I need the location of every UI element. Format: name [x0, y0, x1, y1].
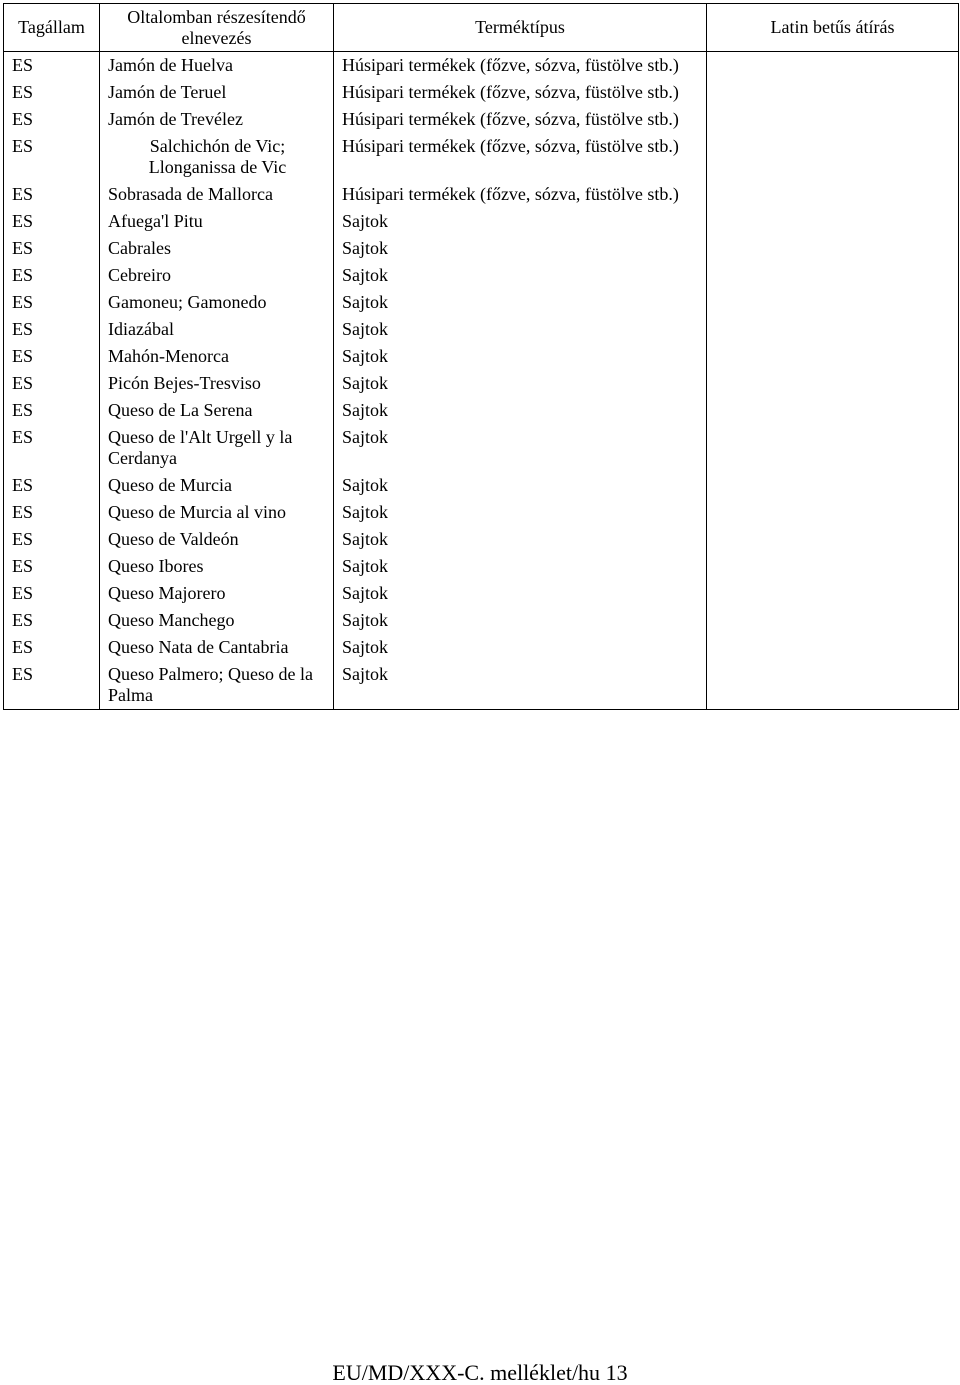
cell-latin-transcription — [707, 553, 959, 580]
cell-member-state: ES — [4, 208, 100, 235]
cell-latin-transcription — [707, 106, 959, 133]
cell-latin-transcription — [707, 607, 959, 634]
table-row — [4, 106, 959, 133]
cell-member-state: ES — [4, 106, 100, 133]
cell-protected-name: Picón Bejes-Tresviso — [100, 370, 334, 397]
cell-protected-name: Jamón de Trevélez — [100, 106, 334, 133]
table-row — [4, 607, 959, 634]
cell-product-type: Sajtok — [334, 526, 707, 553]
table-row — [4, 553, 959, 580]
cell-member-state: ES — [4, 370, 100, 397]
cell-product-type: Sajtok — [334, 580, 707, 607]
cell-protected-name: Afuega'l Pitu — [100, 208, 334, 235]
cell-protected-name: Queso de La Serena — [100, 397, 334, 424]
cell-latin-transcription — [707, 499, 959, 526]
cell-latin-transcription — [707, 343, 959, 370]
cell-protected-name: Queso Manchego — [100, 607, 334, 634]
cell-product-type: Sajtok — [334, 634, 707, 661]
table-row — [4, 499, 959, 526]
page-footer — [0, 1361, 960, 1385]
cell-product-type: Húsipari termékek (főzve, sózva, füstölve stb.) — [334, 106, 707, 133]
cell-member-state: ES — [4, 607, 100, 634]
cell-product-type: Sajtok — [334, 397, 707, 424]
cell-latin-transcription — [707, 370, 959, 397]
cell-latin-transcription — [707, 181, 959, 208]
footer-reference: EU/MD/XXX-C. melléklet/hu — [332, 1360, 601, 1385]
cell-member-state: ES — [4, 634, 100, 661]
table-header-row — [4, 4, 959, 52]
table-row — [4, 526, 959, 553]
cell-protected-name: Queso de l'Alt Urgell y la Cerdanya — [100, 424, 334, 472]
table-row — [4, 208, 959, 235]
cell-protected-name: Queso de Murcia al vino — [100, 499, 334, 526]
header-latin-transcription: Latin betűs átírás — [707, 4, 959, 52]
table-row — [4, 634, 959, 661]
cell-product-type: Sajtok — [334, 289, 707, 316]
cell-protected-name: Queso de Murcia — [100, 472, 334, 499]
cell-product-type: Sajtok — [334, 343, 707, 370]
cell-member-state: ES — [4, 661, 100, 710]
cell-protected-name: Jamón de Teruel — [100, 79, 334, 106]
cell-protected-name: Salchichón de Vic; Llonganissa de Vic — [100, 133, 334, 181]
table-row — [4, 316, 959, 343]
cell-member-state: ES — [4, 262, 100, 289]
cell-product-type: Sajtok — [334, 424, 707, 472]
cell-member-state: ES — [4, 580, 100, 607]
table-row — [4, 343, 959, 370]
cell-latin-transcription — [707, 289, 959, 316]
cell-protected-name: Gamoneu; Gamonedo — [100, 289, 334, 316]
cell-protected-name: Queso Palmero; Queso de la Palma — [100, 661, 334, 710]
table-row — [4, 580, 959, 607]
cell-product-type: Húsipari termékek (főzve, sózva, füstölve stb.) — [334, 181, 707, 208]
table-row — [4, 661, 959, 710]
cell-protected-name: Queso de Valdeón — [100, 526, 334, 553]
table-row — [4, 424, 959, 472]
table-row — [4, 235, 959, 262]
cell-product-type: Húsipari termékek (főzve, sózva, füstölve stb.) — [334, 52, 707, 80]
cell-latin-transcription — [707, 397, 959, 424]
cell-latin-transcription — [707, 208, 959, 235]
table-row — [4, 262, 959, 289]
cell-member-state: ES — [4, 343, 100, 370]
cell-member-state: ES — [4, 472, 100, 499]
table-row — [4, 472, 959, 499]
cell-member-state: ES — [4, 397, 100, 424]
cell-latin-transcription — [707, 526, 959, 553]
cell-latin-transcription — [707, 472, 959, 499]
table-row — [4, 370, 959, 397]
cell-product-type: Sajtok — [334, 472, 707, 499]
cell-member-state: ES — [4, 424, 100, 472]
cell-latin-transcription — [707, 79, 959, 106]
cell-latin-transcription — [707, 424, 959, 472]
cell-protected-name: Idiazábal — [100, 316, 334, 343]
cell-protected-name: Jamón de Huelva — [100, 52, 334, 80]
header-protected-name: Oltalomban részesítendő elnevezés — [100, 4, 334, 52]
cell-product-type: Sajtok — [334, 661, 707, 710]
cell-latin-transcription — [707, 262, 959, 289]
cell-product-type: Sajtok — [334, 370, 707, 397]
footer-page-number: 13 — [605, 1360, 628, 1385]
cell-product-type: Sajtok — [334, 208, 707, 235]
cell-latin-transcription — [707, 52, 959, 80]
cell-protected-name: Queso Nata de Cantabria — [100, 634, 334, 661]
cell-protected-name: Queso Majorero — [100, 580, 334, 607]
cell-product-type: Sajtok — [334, 607, 707, 634]
table-row — [4, 289, 959, 316]
header-product-type: Terméktípus — [334, 4, 707, 52]
cell-product-type: Sajtok — [334, 235, 707, 262]
cell-member-state: ES — [4, 52, 100, 80]
cell-member-state: ES — [4, 499, 100, 526]
cell-member-state: ES — [4, 133, 100, 181]
table-row — [4, 52, 959, 80]
cell-latin-transcription — [707, 634, 959, 661]
cell-member-state: ES — [4, 316, 100, 343]
cell-protected-name: Sobrasada de Mallorca — [100, 181, 334, 208]
table-body — [4, 52, 959, 710]
cell-protected-name: Queso Ibores — [100, 553, 334, 580]
table-row — [4, 397, 959, 424]
cell-protected-name: Cebreiro — [100, 262, 334, 289]
cell-member-state: ES — [4, 526, 100, 553]
cell-protected-name: Mahón-Menorca — [100, 343, 334, 370]
cell-latin-transcription — [707, 235, 959, 262]
cell-latin-transcription — [707, 133, 959, 181]
table-row — [4, 79, 959, 106]
table-row — [4, 133, 959, 181]
header-member-state: Tagállam — [4, 4, 100, 52]
cell-latin-transcription — [707, 580, 959, 607]
cell-member-state: ES — [4, 79, 100, 106]
cell-product-type: Sajtok — [334, 499, 707, 526]
cell-latin-transcription — [707, 661, 959, 710]
cell-product-type: Húsipari termékek (főzve, sózva, füstölve stb.) — [334, 133, 707, 181]
cell-product-type: Sajtok — [334, 553, 707, 580]
cell-latin-transcription — [707, 316, 959, 343]
cell-member-state: ES — [4, 553, 100, 580]
cell-product-type: Húsipari termékek (főzve, sózva, füstölve stb.) — [334, 79, 707, 106]
cell-member-state: ES — [4, 181, 100, 208]
cell-member-state: ES — [4, 289, 100, 316]
cell-product-type: Sajtok — [334, 262, 707, 289]
cell-protected-name: Cabrales — [100, 235, 334, 262]
cell-member-state: ES — [4, 235, 100, 262]
geographical-indications-table — [3, 3, 959, 710]
table-row — [4, 181, 959, 208]
cell-product-type: Sajtok — [334, 316, 707, 343]
